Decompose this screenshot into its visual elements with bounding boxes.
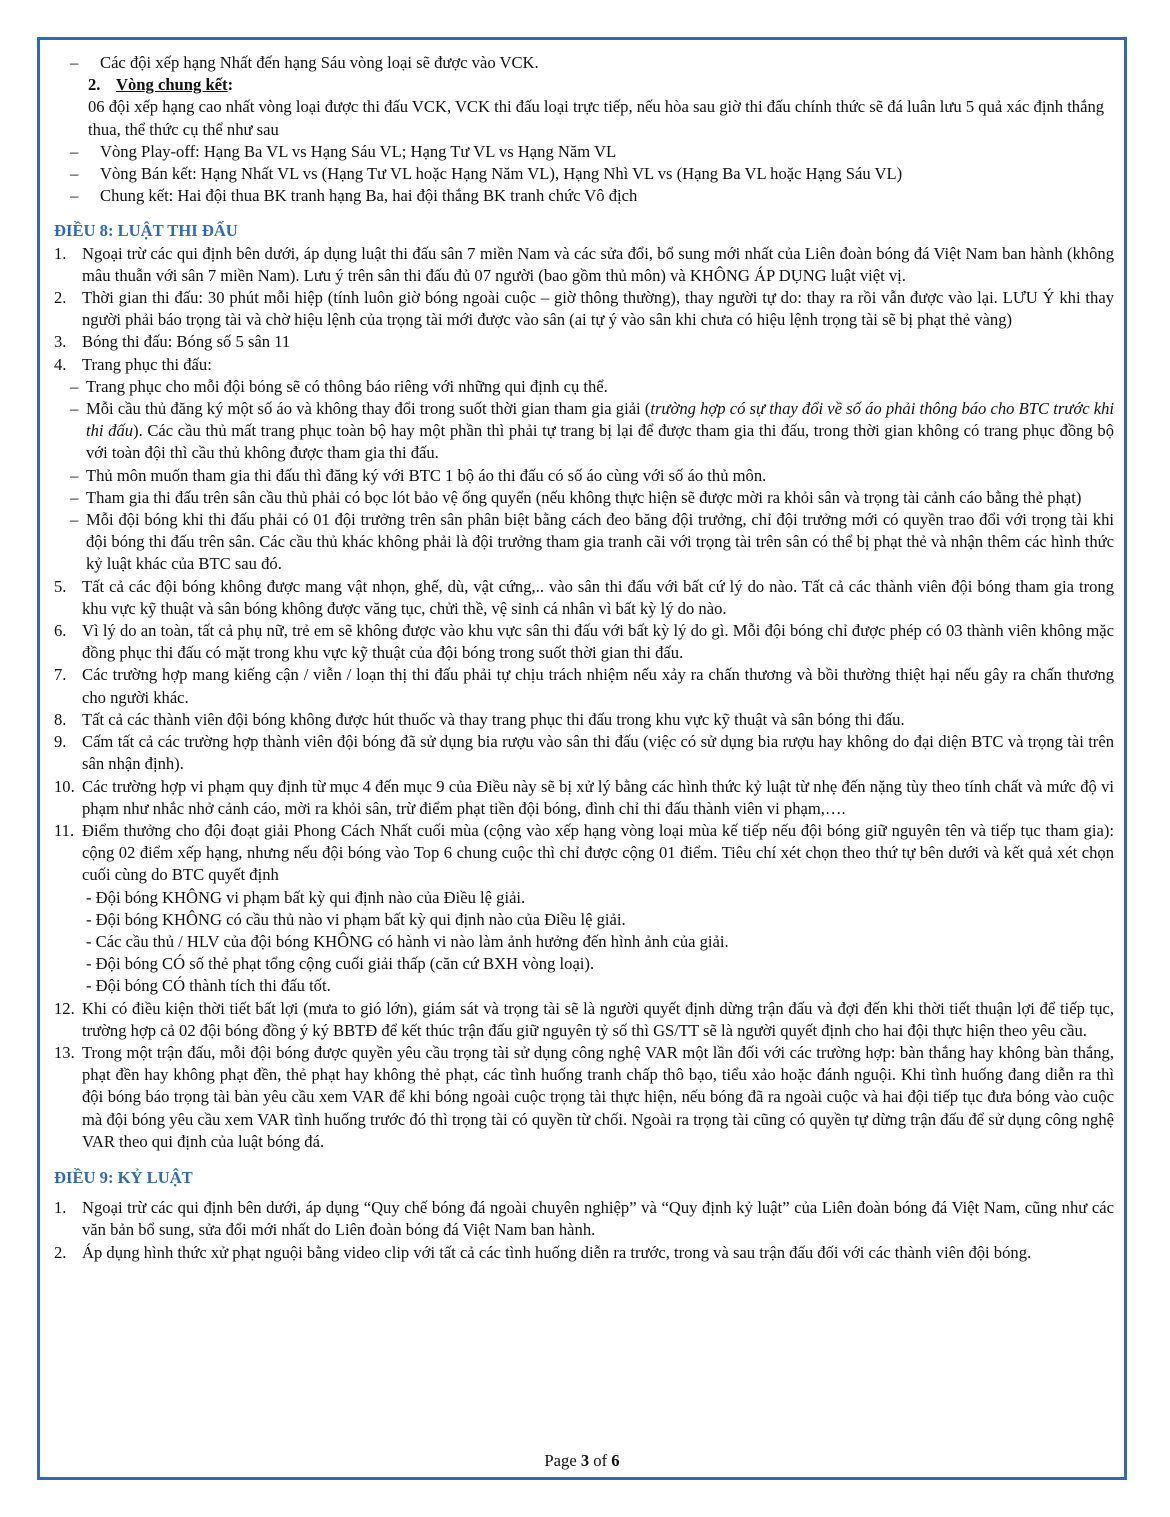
- section-subheading: [54, 74, 1114, 96]
- subheading-number: 2.: [88, 75, 101, 95]
- item-number: 5.: [54, 576, 67, 596]
- page-footer: [40, 1451, 1124, 1471]
- item-text: Các trường hợp vi phạm quy định từ mục 4 đến mục 9 của Điều này sẽ bị xử lý bằng các hình thức kỷ luật từ nhẹ đến nặng tùy theo tính chất và mức độ vi phạm như nhắc nhở cảnh cáo, mời ra khỏi sân, trừ điểm phạt tiền đội bóng, đình chỉ thi đấu thành viên vi phạm,….: [82, 776, 1114, 818]
- uniform-bullet: [54, 376, 1114, 398]
- uniform-bullet: [54, 487, 1114, 509]
- numbered-item: [54, 1242, 1114, 1264]
- dash-bullet: –: [70, 186, 79, 206]
- dash-bullet: –: [70, 465, 79, 485]
- bullet-text: Tham gia thi đấu trên sân cầu thủ phải có bọc lót bảo vệ ống quyển (nếu không thực hiện sẽ được mời ra khỏi sân và trọng tài cảnh cáo bằng thẻ phạt): [86, 487, 1082, 507]
- criteria-list: [54, 887, 1114, 998]
- page-word: Page: [544, 1451, 577, 1470]
- uniform-bullet: [54, 465, 1114, 487]
- item-text: Ngoại trừ các qui định bên dưới, áp dụng “Quy chế bóng đá ngoài chuyên nghiệp” và “Quy định kỷ luật” của Liên đoàn bóng đá Việt Nam, cũng như các văn bản bổ sung, sửa đổi mới nhất do Liên đoàn bóng đá Việt Nam ban hành.: [82, 1198, 1114, 1240]
- numbered-item: [54, 331, 1114, 353]
- list-item-text: Chung kết: Hai đội thua BK tranh hạng Ba, hai đội thắng BK tranh chức Vô địch: [100, 186, 638, 206]
- item-number: 4.: [54, 354, 67, 374]
- item-text: Điểm thưởng cho đội đoạt giải Phong Cách Nhất cuối mùa (cộng vào xếp hạng vòng loại mùa kế tiếp nếu đội bóng giữ nguyên tên và tiếp tục tham gia): cộng 02 điểm xếp hạng, nhưng nếu đội bóng vào Top 6 chung cuộc thì chỉ được cộng 01 điểm. Tiêu chí xét chọn theo thứ tự bên dưới và kết quả xét chọn cuối cùng do BTC quyết định: [82, 820, 1114, 885]
- item-text: Tất cả các thành viên đội bóng không được hút thuốc và thay trang phục thi đấu trong khu vực kỹ thuật và sân bóng thi đấu.: [82, 709, 905, 729]
- numbered-item: [54, 664, 1114, 708]
- list-item: [54, 163, 1114, 185]
- item-text: Tất cả các đội bóng không được mang vật nhọn, ghế, dù, vật cứng,.. vào sân thi đấu với bất cứ lý do nào. Tất cả các thành viên đội bóng tham gia trong khu vực kỹ thuật và sân bóng không được văng tục, chửi thề, vệ sinh cá nhân vì bất kỳ lý do nào.: [82, 576, 1114, 618]
- item-text: Vì lý do an toàn, tất cả phụ nữ, trẻ em sẽ không được vào khu vực sân thi đấu với bất kỳ lý do gì. Mỗi đội bóng chỉ được phép có 03 thành viên không mặc đồng phục thi đấu có mặt trong khu vực kỹ thuật của đội bóng trong suốt thời gian thi đấu.: [82, 621, 1114, 663]
- of-word: of: [593, 1451, 608, 1470]
- item-number: 13.: [54, 1042, 75, 1062]
- item-number: 2.: [54, 1242, 67, 1262]
- uniform-bullet: [54, 509, 1114, 576]
- numbered-item: [54, 709, 1114, 731]
- criteria-item: - Đội bóng KHÔNG có cầu thủ nào vi phạm bất kỳ qui định nào của Điều lệ giải.: [86, 909, 626, 929]
- item-number: 12.: [54, 998, 75, 1018]
- item-number: 9.: [54, 732, 67, 752]
- numbered-item: [54, 776, 1114, 820]
- item-number: 8.: [54, 709, 67, 729]
- page-total: 6: [611, 1451, 620, 1470]
- dash-bullet: –: [70, 399, 79, 419]
- numbered-item: [54, 998, 1114, 1042]
- dash-bullet: –: [70, 53, 79, 72]
- item-text: Khi có điều kiện thời tiết bất lợi (mưa to gió lớn), giám sát và trọng tài sẽ là người quyết định dừng trận đấu và đợi đến khi thời tiết thuận lợi để tiếp tục, trường hợp cả 02 đội bóng đồng ý ký BBTĐ để kết thúc trận đấu giữ nguyên tỷ số thì GS/TT sẽ là người quyết định cho hai đội thực hiện theo yêu cầu.: [82, 998, 1114, 1040]
- numbered-item: [54, 820, 1114, 887]
- qualify-text: Các đội xếp hạng Nhất đến hạng Sáu vòng loại sẽ được vào VCK.: [100, 53, 539, 72]
- list-item-text: Vòng Bán kết: Hạng Nhất VL vs (Hạng Tư VL hoặc Hạng Năm VL), Hạng Nhì VL vs (Hạng Ba VL hoặc Hạng Sáu VL): [100, 164, 903, 184]
- item-text: Thời gian thi đấu: 30 phút mỗi hiệp (tính luôn giờ bóng ngoài cuộc – giờ thông thường), thay người tự do: thay ra rồi vẫn được vào lại. LƯU Ý khi thay người phải báo trọng tài và chờ hiệu lệnh của trọng tài mới được vào sân (ai tự ý vào sân khi chưa có hiệu lệnh trọng tài sẽ bị phạt thẻ vàng): [82, 288, 1114, 330]
- list-item: [54, 52, 1114, 74]
- item-number: 10.: [54, 776, 75, 796]
- bullet-text: Mỗi cầu thủ đăng ký một số áo và không thay đổi trong suốt thời gian tham gia giải (trường hợp có sự thay đổi về số áo phải thông báo cho BTC trước khi thi đấu). Các cầu thủ mất trang phục toàn bộ hay một phần thì phải tự trang bị lại để được tham gia thi đấu, trong thời gian không có trang phục đồng bộ với toàn đội thì cầu thủ không được tham gia thi đấu.: [86, 399, 1114, 463]
- final-round-paragraph: 06 đội xếp hạng cao nhất vòng loại được thi đấu VCK, VCK thi đấu loại trực tiếp, nếu hòa sau giờ thi đấu chính thức sẽ đá luân lưu 5 quả xác định thắng thua, thể thức cụ thể như sau: [88, 97, 1105, 139]
- uniform-bullet: [54, 398, 1114, 465]
- bullet-text: Trang phục cho mỗi đội bóng sẽ có thông báo riêng với những qui định cụ thể.: [86, 376, 608, 396]
- page-frame: [37, 37, 1127, 1480]
- numbered-item: [54, 1042, 1114, 1153]
- numbered-item: [54, 243, 1114, 287]
- criteria-item: - Đội bóng KHÔNG vi phạm bất kỳ qui định nào của Điều lệ giải.: [86, 887, 526, 907]
- bullet-text: Thủ môn muốn tham gia thi đấu thì đăng ký với BTC 1 bộ áo thi đấu có số áo cùng với số áo thủ môn.: [86, 465, 767, 485]
- dash-bullet: –: [70, 487, 79, 507]
- numbered-item: [54, 731, 1114, 775]
- document-body: [54, 52, 1114, 1264]
- item-number: 1.: [54, 243, 67, 263]
- dash-bullet: –: [70, 510, 79, 530]
- item-text: Ngoại trừ các qui định bên dưới, áp dụng luật thi đấu sân 7 miền Nam và các sửa đổi, bổ sung mới nhất của Liên đoàn bóng đá Việt Nam ban hành (không mâu thuẫn với sân 7 miền Nam). Lưu ý trên sân thi đấu đủ 07 người (bao gồm thủ môn) và KHÔNG ÁP DỤNG luật việt vị.: [82, 243, 1114, 285]
- list-item: [54, 185, 1114, 207]
- item-text: Trong một trận đấu, mỗi đội bóng được quyền yêu cầu trọng tài sử dụng công nghệ VAR một lần đối với các trường hợp: bàn thắng hay không bàn thắng, phạt đền hay không phạt đền, thẻ phạt hay không thẻ phạt, các tình huống tranh chấp thô bạo, tiểu xảo hoặc đánh nguội. Khi tình huống đang diễn ra thì đội bóng báo trọng tài bàn yêu cầu xem VAR để khi bóng ngoài cuộc trọng tài thực hiện, nếu bóng đã ra ngoài cuộc và hai đội tiếp tục đưa bóng vào cuộc mà đội bóng yêu cầu xem VAR tình huống trước đó thì trọng tài có quyền từ chối. Ngoài ra trọng tài cũng có quyền tự dừng trận đấu để sử dụng công nghệ VAR theo qui định của luật bóng đá.: [82, 1042, 1114, 1151]
- item-number: 3.: [54, 332, 67, 352]
- item-text: Bóng thi đấu: Bóng số 5 sân 11: [82, 332, 291, 352]
- numbered-item: [54, 354, 1114, 376]
- item-text: Các trường hợp mang kiếng cận / viễn / loạn thị thi đấu phải tự chịu trách nhiệm nếu xảy ra chấn thương và bồi thường thiệt hại nếu gây ra chấn thương cho người khác.: [82, 665, 1114, 707]
- item-text: Trang phục thi đấu:: [82, 354, 212, 374]
- numbered-item: [54, 1197, 1114, 1241]
- item-number: 6.: [54, 621, 67, 641]
- subheading-title: Vòng chung kết:: [116, 75, 234, 95]
- item-text: Cấm tất cả các trường hợp thành viên đội bóng đã sử dụng bia rượu vào sân thi đấu (việc có sử dụng bia rượu hay không do đại diện BTC và trọng tài trên sân nhận định).: [82, 732, 1114, 774]
- item-number: 7.: [54, 665, 67, 685]
- dash-bullet: –: [70, 376, 79, 396]
- dash-bullet: –: [70, 164, 79, 184]
- numbered-item: [54, 620, 1114, 664]
- item-number: 11.: [54, 820, 75, 840]
- criteria-item: - Đội bóng CÓ số thẻ phạt tổng cộng cuối giải thấp (căn cứ BXH vòng loại).: [86, 954, 595, 974]
- list-item: [54, 141, 1114, 163]
- section-heading-dieu-8: ĐIỀU 8: LUẬT THI ĐẤU: [54, 221, 238, 241]
- dash-bullet: –: [70, 141, 79, 161]
- criteria-item: - Đội bóng CÓ thành tích thi đấu tốt.: [86, 976, 331, 996]
- item-number: 1.: [54, 1198, 67, 1218]
- numbered-item: [54, 576, 1114, 620]
- item-number: 2.: [54, 288, 67, 308]
- item-text: Áp dụng hình thức xử phạt nguội bằng video clip với tất cả các tình huống diễn ra trước, trong và sau trận đấu đối với các thành viên đội bóng.: [82, 1242, 1032, 1262]
- numbered-item: [54, 287, 1114, 331]
- bullet-text: Mỗi đội bóng khi thi đấu phải có 01 đội trưởng trên sân phân biệt bằng cách đeo băng đội trưởng, chỉ đội trưởng mới có quyền trao đổi với trọng tài khi đội bóng thi đấu trên sân. Các cầu thủ khác không phải là đội trưởng tham gia tranh cãi với trọng tài trên sân có thể bị phạt thẻ và nhận thêm các hình thức kỷ luật khác của BTC sau đó.: [86, 510, 1114, 574]
- criteria-item: - Các cầu thủ / HLV của đội bóng KHÔNG có hành vi nào làm ảnh hưởng đến hình ảnh của giải.: [86, 931, 729, 951]
- list-item-text: Vòng Play-off: Hạng Ba VL vs Hạng Sáu VL; Hạng Tư VL vs Hạng Năm VL: [100, 141, 617, 161]
- page-number: 3: [580, 1451, 590, 1470]
- section-heading-dieu-9: ĐIỀU 9: KỶ LUẬT: [54, 1167, 193, 1187]
